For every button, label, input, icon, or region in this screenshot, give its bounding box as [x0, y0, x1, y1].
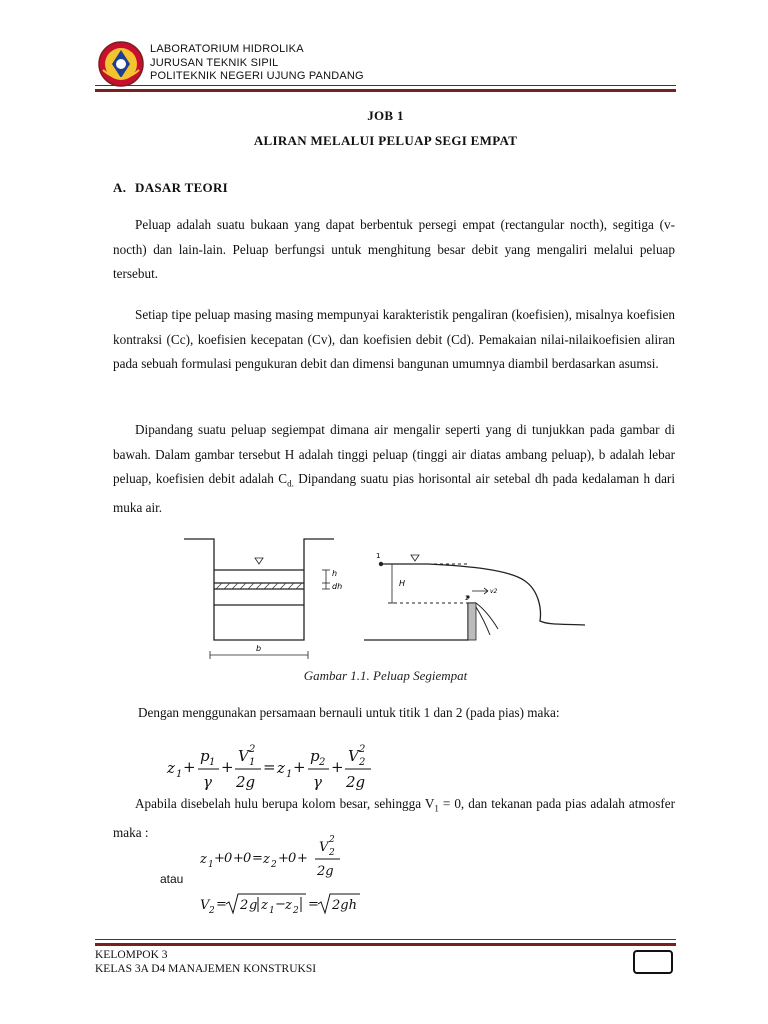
- eq-sub: 2: [319, 757, 326, 768]
- eq-sub: 1: [176, 769, 183, 780]
- university-crest-icon: [97, 40, 145, 88]
- hatched-strip: [216, 583, 302, 589]
- eq-z: z: [277, 759, 285, 777]
- eq-plus: +: [278, 851, 289, 866]
- paragraph-5-subscript: 1: [434, 803, 439, 814]
- eq-2g: 2g: [236, 773, 256, 791]
- velocity-equation: [198, 890, 368, 920]
- eq-2g: 2g: [346, 773, 366, 791]
- eq-sub: 2: [209, 906, 215, 916]
- eq-sub: 2: [359, 757, 366, 768]
- eq-equals: =: [308, 897, 319, 912]
- eq-plus: +: [214, 851, 225, 866]
- footer: [95, 948, 316, 976]
- section-heading: [113, 180, 228, 196]
- header-lab: LABORATORIUM HIDROLIKA: [150, 43, 304, 55]
- label-h: h: [332, 569, 338, 578]
- eq-plus: +: [221, 758, 234, 776]
- institution-header: [150, 43, 364, 84]
- label-point-1: 1: [376, 552, 381, 560]
- weir-cross-section: [184, 539, 334, 640]
- eq-z: z: [167, 759, 175, 777]
- eq-sub: 2: [293, 906, 299, 916]
- eq-V: V: [319, 840, 329, 855]
- header-department: JURUSAN TEKNIK SIPIL: [150, 56, 279, 69]
- eq-equals: =: [216, 897, 227, 912]
- eq-z: z: [200, 852, 207, 867]
- footer-class: KELAS 3A D4 MANAJEMEN KONSTRUKSI: [95, 963, 317, 975]
- eq-plus: +: [233, 851, 244, 866]
- footer-divider: [95, 939, 676, 940]
- svg-text:g: g: [249, 898, 258, 913]
- label-point-2: 2: [465, 595, 469, 602]
- eq-sub: 1: [286, 769, 293, 780]
- eq-plus: +: [297, 851, 308, 866]
- paragraph-2: Setiap tipe peluap masing masing mempunyai karakteristik pengaliran (koefisien), misalnya koefisien kontraksi (Cc), koefisien kecepatan (Cv), dan koefisien debit (Cd). Pemakaian nilai-nilaikoefisien aliran pada sebuah formulasi pengukuran debit dan dimensi bangunan umumnya diambil berdasarkan asumsi.: [113, 307, 675, 371]
- eq-exp: 2: [249, 744, 256, 755]
- header-divider-thick: [95, 89, 676, 92]
- label-b: b: [256, 644, 262, 653]
- eq-z: z: [263, 852, 270, 867]
- eq-p: p: [310, 747, 320, 765]
- footer-divider-thick: [95, 943, 676, 946]
- eq-plus: +: [183, 758, 196, 776]
- eq-zero: 0: [288, 851, 297, 866]
- water-surface-icon: [255, 558, 263, 564]
- paragraph-3-subscript: d.: [287, 478, 294, 489]
- paragraph-5-text-a: Apabila disebelah hulu berupa kolom besar, sehingga V: [135, 796, 435, 811]
- eq-zero: 0: [224, 851, 233, 866]
- eq-sub: 1: [209, 757, 216, 768]
- figure-caption: Gambar 1.1. Peluap Segiempat: [303, 668, 468, 683]
- eq-sub: 1: [269, 906, 275, 916]
- eq-sub: 2: [329, 848, 335, 858]
- eq-V: V: [200, 898, 210, 913]
- eq-p: p: [200, 747, 210, 765]
- bernoulli-equation: [165, 740, 395, 796]
- eq-gamma: γ: [203, 773, 212, 791]
- eq-z: z: [261, 898, 268, 913]
- simplified-equation: [198, 830, 358, 880]
- text-atau: atau: [160, 872, 184, 886]
- header-institution: POLITEKNIK NEGERI UJUNG PANDANG: [150, 70, 364, 82]
- eq-exp: 2: [359, 744, 366, 755]
- paragraph-4: Dengan menggunakan persamaan bernauli untuk titik 1 dan 2 (pada pias) maka:: [138, 705, 560, 720]
- eq-sub: 1: [249, 757, 256, 768]
- point-1-marker: [379, 562, 383, 566]
- eq-equals: =: [252, 851, 263, 866]
- paragraph-1: Peluap adalah suatu bukaan yang dapat berbentuk persegi empat (rectangular nocth), segitiga (v-nocth) dan lain-lain. Peluap berfungsi untuk menghitung besar debit yang mengaliri melalui peluap tersebut.: [113, 217, 675, 281]
- svg-text:−: −: [275, 897, 286, 912]
- eq-zero: 0: [243, 851, 252, 866]
- eq-2gh: 2gh: [332, 898, 357, 913]
- eq-exp: 2: [329, 835, 335, 845]
- eq-2g: 2g: [317, 864, 334, 879]
- section-title: DASAR TEORI: [135, 180, 228, 195]
- footer-group: KELOMPOK 3: [95, 949, 168, 961]
- weir-figure: [180, 533, 600, 663]
- eq-plus: +: [293, 758, 306, 776]
- job-number: JOB 1: [367, 108, 404, 123]
- eq-V: V: [238, 747, 249, 765]
- eq-gamma: γ: [313, 773, 322, 791]
- eq-z: z: [285, 898, 292, 913]
- section-number: A.: [113, 180, 127, 195]
- eq-V: V: [348, 747, 359, 765]
- weir-crest: [468, 603, 476, 640]
- paragraph-3: [113, 418, 675, 521]
- header-divider: [95, 85, 676, 86]
- label-dh: dh: [332, 582, 343, 591]
- water-surface-icon: [411, 555, 419, 561]
- paragraph-3-text-b: Dipandang suatu pias horisontal air setebal dh pada kedalaman h dari muka air.: [113, 471, 675, 516]
- eq-equals: =: [263, 758, 276, 776]
- eq-two: 2: [240, 898, 249, 913]
- label-v2: v2: [490, 588, 498, 595]
- eq-plus: +: [331, 758, 344, 776]
- eq-sub: 1: [208, 860, 214, 870]
- document-title: ALIRAN MELALUI PELUAP SEGI EMPAT: [253, 133, 518, 148]
- label-H: H: [399, 579, 406, 588]
- paragraph-5-text-b: = 0, dan tekanan pada pias adalah atmosfer maka :: [113, 796, 675, 841]
- page-number-box: [633, 950, 673, 974]
- eq-sub: 2: [271, 860, 277, 870]
- paragraph-3-text-a: Dipandang suatu peluap segiempat dimana air mengalir seperti yang di tunjukkan pada gambar di bawah. Dalam gambar tersebut H adalah tinggi peluap (tinggi air diatas ambang peluap), b adalah lebar peluap, koefisien debit adalah C: [113, 422, 675, 486]
